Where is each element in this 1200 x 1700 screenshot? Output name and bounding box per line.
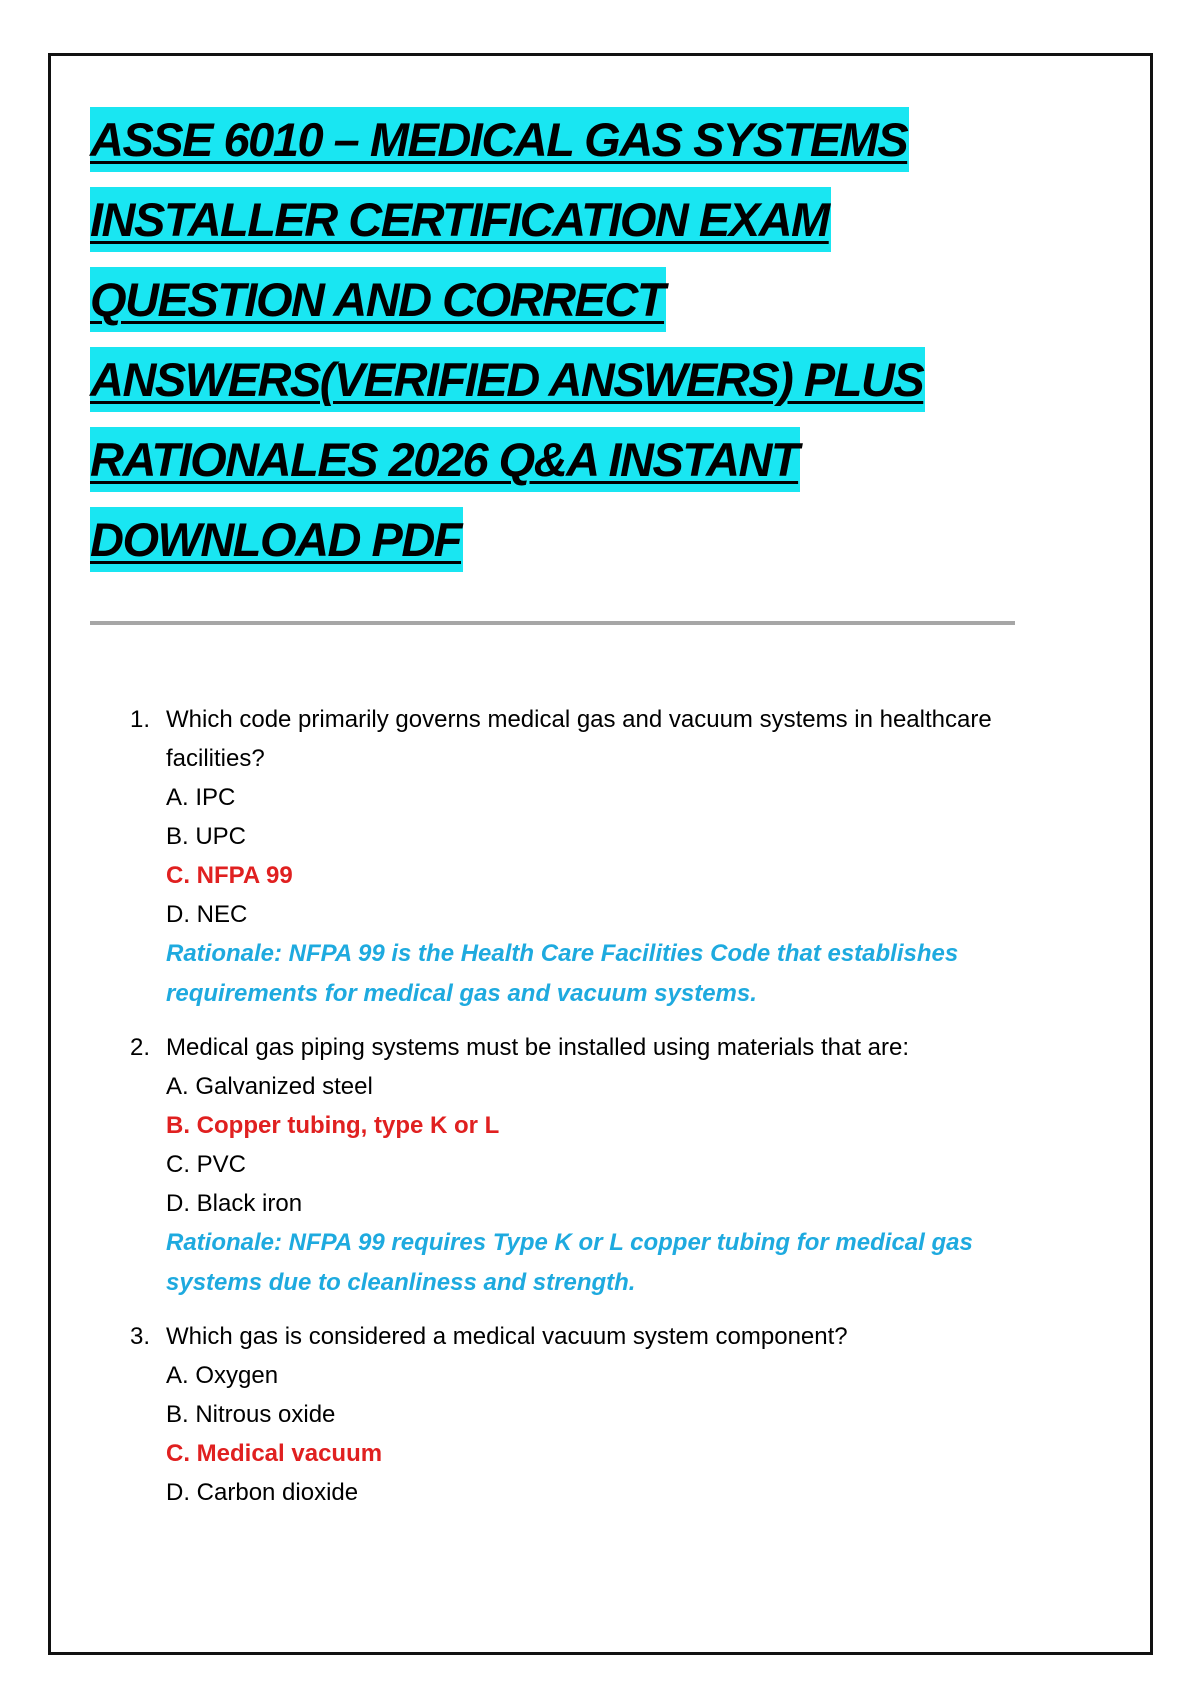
answer-option: C. NFPA 99 (166, 862, 293, 889)
answer-option: C. PVC (166, 1151, 247, 1178)
horizontal-divider (90, 621, 1015, 625)
question-list (130, 700, 1030, 1526)
answer-option: D. NEC (166, 901, 248, 928)
question-2 (130, 1028, 1030, 1303)
question-1 (130, 700, 1030, 1014)
question-text: Medical gas piping systems must be installed using materials that are: (166, 1034, 910, 1061)
question-3 (130, 1317, 1030, 1512)
question-text: Which code primarily governs medical gas and vacuum systems in healthcare facilities? (166, 706, 992, 772)
answer-option: A. Oxygen (166, 1362, 279, 1389)
answer-option: B. Copper tubing, type K or L (166, 1112, 500, 1139)
title-line: INSTALLER CERTIFICATION EXAM (90, 180, 990, 260)
answer-option: D. Carbon dioxide (166, 1479, 359, 1506)
question-number: 1. (130, 706, 151, 733)
question-text: Which gas is considered a medical vacuum system component? (166, 1323, 848, 1350)
document-title (90, 100, 990, 580)
title-line: DOWNLOAD PDF (90, 500, 990, 580)
title-line: RATIONALES 2026 Q&A INSTANT (90, 420, 990, 500)
answer-option: A. IPC (166, 784, 236, 811)
answer-option: B. UPC (166, 823, 247, 850)
rationale-text: Rationale: NFPA 99 requires Type K or L copper tubing for medical gas systems due to cleanliness and strength. (166, 1229, 973, 1296)
answer-option: D. Black iron (166, 1190, 303, 1217)
answer-option: A. Galvanized steel (166, 1073, 373, 1100)
answer-option: C. Medical vacuum (166, 1440, 383, 1467)
question-number: 3. (130, 1323, 151, 1350)
answer-option: B. Nitrous oxide (166, 1401, 336, 1428)
title-line: ANSWERS(VERIFIED ANSWERS) PLUS (90, 340, 990, 420)
rationale-text: Rationale: NFPA 99 is the Health Care Facilities Code that establishes requirements for medical gas and vacuum systems. (166, 940, 959, 1007)
title-line: ASSE 6010 – MEDICAL GAS SYSTEMS (90, 100, 990, 180)
title-line: QUESTION AND CORRECT (90, 260, 990, 340)
question-number: 2. (130, 1034, 151, 1061)
